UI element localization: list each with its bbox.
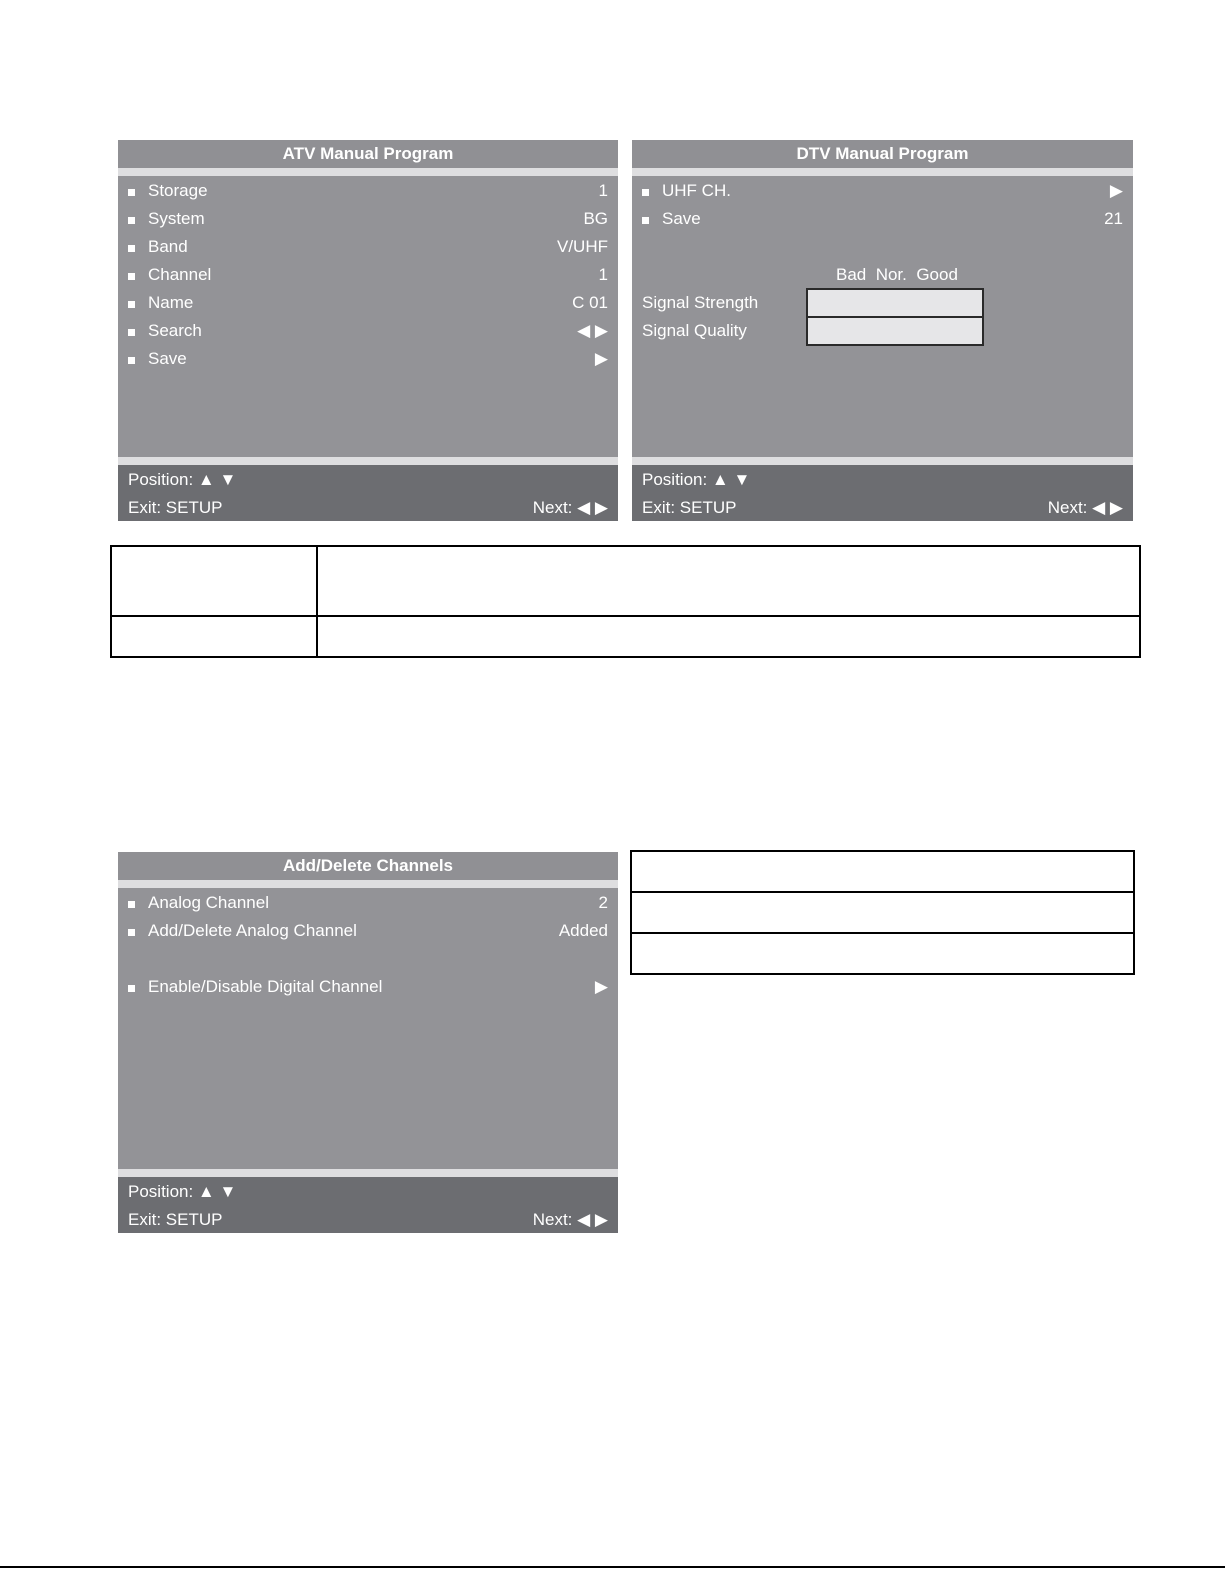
atv-item-channel[interactable] [128,261,608,289]
divider [118,880,618,888]
description-table-side [630,850,1135,975]
signal-quality-label: Signal Quality [642,321,747,340]
next-hint: Next: ◀ ▶ [532,498,608,517]
atv-item-band[interactable] [128,233,608,261]
atv-item-system[interactable] [128,205,608,233]
item-label: Storage [148,181,208,200]
atv-manual-program-panel [118,140,618,521]
bullet-icon [128,301,135,308]
atv-item-save[interactable] [128,345,608,373]
divider [118,457,618,465]
right-arrow-icon: ▶ [594,977,608,996]
signal-strength-label: Signal Strength [642,293,759,312]
next-hint: Next: ◀ ▶ [1047,498,1123,517]
table-row [111,616,1140,657]
bullet-icon [642,189,649,196]
table-row [631,933,1134,974]
item-add-delete-analog-channel[interactable] [128,917,608,945]
bullet-icon [642,217,649,224]
bullet-icon [128,357,135,364]
divider [632,457,1133,465]
table-cell [631,933,1134,974]
bullet-icon [128,929,135,936]
exit-hint: Exit: SETUP [128,498,223,517]
bullet-icon [128,245,135,252]
table-cell [111,616,317,657]
item-label: Save [148,349,187,368]
position-hint: Position: ▲ ▼ [128,470,237,489]
atv-panel-title: ATV Manual Program [118,140,618,168]
bullet-icon [128,329,135,336]
table-cell [111,546,317,616]
item-value: 1 [598,181,608,200]
item-label: Save [662,209,701,228]
add-delete-channels-panel [118,852,618,1233]
item-value: 21 [1104,209,1123,228]
exit-hint: Exit: SETUP [128,1210,223,1229]
right-arrow-icon: ▶ [594,349,608,368]
item-analog-channel[interactable] [128,889,608,917]
item-value: 2 [598,893,608,912]
table-row [631,851,1134,892]
add-delete-panel-footer [118,1177,618,1233]
table-cell [631,851,1134,892]
item-label: Search [148,321,202,340]
item-label: UHF CH. [662,181,731,200]
divider [632,168,1133,176]
add-delete-panel-title: Add/Delete Channels [118,852,618,880]
position-hint: Position: ▲ ▼ [642,470,751,489]
right-arrow-icon: ▶ [1109,181,1123,200]
item-value: BG [583,209,608,228]
next-hint: Next: ◀ ▶ [532,1210,608,1229]
bullet-icon [128,189,135,196]
bullet-icon [128,901,135,908]
exit-hint: Exit: SETUP [642,498,737,517]
position-hint: Position: ▲ ▼ [128,1182,237,1201]
dtv-item-save[interactable] [642,205,1123,233]
atv-panel-footer [118,465,618,521]
divider [118,168,618,176]
item-enable-disable-digital-channel[interactable] [128,973,608,1001]
item-label: Enable/Disable Digital Channel [148,977,383,996]
atv-item-name[interactable] [128,289,608,317]
dtv-manual-program-panel [632,140,1133,521]
table-row [631,892,1134,933]
item-label: Band [148,237,188,256]
signal-quality-meter [806,316,984,346]
signal-scale-labels: Bad Nor. Good [836,265,958,284]
page-bottom-rule [0,1566,1225,1568]
item-label: Analog Channel [148,893,269,912]
item-value: C 01 [572,293,608,312]
signal-strength-meter [806,288,984,318]
bullet-icon [128,985,135,992]
item-value: V/UHF [557,237,608,256]
table-cell [631,892,1134,933]
dtv-panel-title: DTV Manual Program [632,140,1133,168]
item-label: System [148,209,205,228]
table-row [111,546,1140,616]
atv-item-search[interactable] [128,317,608,345]
dtv-panel-footer [632,465,1133,521]
item-label: Name [148,293,194,312]
divider [118,1169,618,1177]
left-right-arrows-icon: ◀ ▶ [577,321,608,340]
item-label: Add/Delete Analog Channel [148,921,357,940]
dtv-item-uhf-ch[interactable] [642,177,1123,205]
bullet-icon [128,217,135,224]
item-value: 1 [598,265,608,284]
atv-item-storage[interactable] [128,177,608,205]
item-label: Channel [148,265,212,284]
bullet-icon [128,273,135,280]
description-table-top [110,545,1141,658]
item-value: Added [558,921,608,940]
table-cell [317,546,1140,616]
table-cell [317,616,1140,657]
